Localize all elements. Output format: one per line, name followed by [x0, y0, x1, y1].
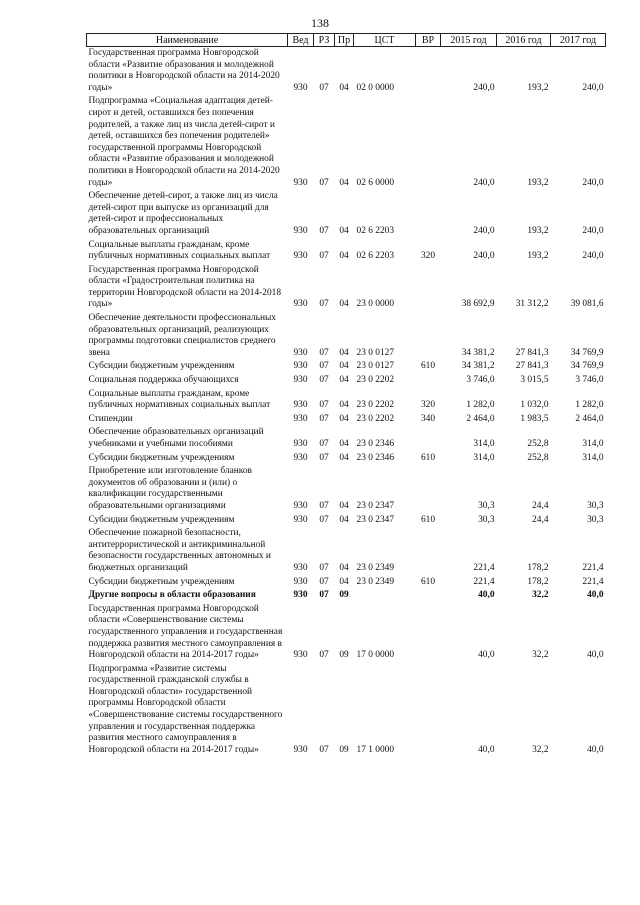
cell-cst: 23 0 2347: [356, 514, 394, 525]
cell-cst: 23 0 2346: [356, 452, 394, 463]
cell-2017: 30,3: [587, 500, 604, 511]
cell-2016: 27 841,3: [515, 361, 549, 372]
cell-cst: 02 6 0000: [356, 177, 394, 188]
cell-ved: 930: [293, 400, 308, 411]
cell-2017: 3 746,0: [575, 375, 604, 386]
cell-rz: 07: [319, 452, 329, 463]
table-row: [87, 388, 606, 413]
cell-name: Социальные выплаты гражданам, кроме публичных нормативных социальных выплат: [88, 239, 271, 262]
cell-vr: [416, 527, 441, 575]
cell-rz: 07: [319, 361, 329, 372]
cell-2016: 27 841,3: [515, 347, 549, 358]
cell-ved: 930: [293, 500, 308, 511]
cell-cst: 23 0 2349: [356, 576, 394, 587]
table-row: [87, 190, 606, 238]
cell-name: Подпрограмма «Социальная адаптация детей-сирот и детей, оставшихся без попечения родителей, а также лиц из числа детей-сирот и детей, оставшихся без попечения родителей» государственной программы Новгородской области «Развитие образования и молодежной политики в Новгородской области на 2014-2020 годы»: [88, 96, 280, 188]
cell-cst: 17 0 0000: [356, 650, 394, 661]
cell-pr: 04: [339, 576, 349, 587]
cell-pr: 09: [339, 590, 349, 601]
cell-name: Государственная программа Новгородской области «Градостроительная политика на территории Новгородской области на 2014-2018 годы»: [88, 264, 282, 310]
cell-name: Обеспечение пожарной безопасности, антитеррористической и антикриминальной безопасности государственных автономных и бюджетных организаций: [88, 528, 271, 573]
cell-vr: 320: [420, 251, 436, 262]
table-row: [87, 312, 606, 360]
cell-2017: 1 282,0: [575, 400, 604, 411]
cell-ved: 930: [293, 650, 308, 661]
header-cst: ЦСТ: [354, 34, 416, 47]
cell-2015: 1 282,0: [466, 400, 495, 411]
header-rz: РЗ: [314, 34, 335, 47]
cell-2016: 24,4: [532, 514, 549, 525]
table-row: [87, 374, 606, 388]
cell-2015: 34 381,2: [461, 361, 495, 372]
table-row: [87, 589, 606, 603]
header-pr: Пр: [335, 34, 354, 47]
cell-vr: 610: [420, 452, 436, 463]
cell-cst: 23 0 0000: [356, 299, 394, 310]
cell-cst: 23 0 2202: [356, 413, 394, 424]
cell-2015: 40,0: [478, 590, 495, 601]
cell-vr: 610: [420, 361, 436, 372]
cell-vr: [416, 95, 441, 190]
cell-2016: 1 032,0: [520, 400, 549, 411]
cell-ved: 930: [293, 225, 308, 236]
cell-2017: 40,0: [587, 590, 604, 601]
cell-rz: 07: [319, 225, 329, 236]
cell-rz: 07: [319, 299, 329, 310]
cell-2016: 32,2: [532, 744, 549, 755]
cell-pr: 04: [339, 299, 349, 310]
cell-name: Субсидии бюджетным учреждениям: [88, 514, 235, 525]
budget-table: [86, 33, 606, 757]
cell-pr: 04: [339, 347, 349, 358]
cell-vr: 610: [420, 514, 436, 525]
table-row: [87, 663, 606, 758]
cell-2015: 221,4: [473, 576, 495, 587]
cell-2017: 240,0: [582, 82, 604, 93]
table-row: [87, 360, 606, 374]
cell-ved: 930: [293, 299, 308, 310]
table-row: [87, 426, 606, 451]
cell-2015: 38 692,9: [461, 299, 495, 310]
cell-2015: 3 746,0: [466, 375, 495, 386]
cell-2016: 3 015,5: [520, 375, 549, 386]
cell-2016: 193,2: [527, 177, 549, 188]
cell-cst: 23 0 2202: [356, 400, 394, 411]
cell-cst: 23 0 2349: [356, 562, 394, 573]
cell-2016: 193,2: [527, 251, 549, 262]
table-row: [87, 95, 606, 190]
cell-rz: 07: [319, 590, 329, 601]
header-2015: 2015 год: [441, 34, 497, 47]
cell-cst: [354, 589, 416, 603]
cell-cst: 17 1 0000: [356, 744, 394, 755]
cell-rz: 07: [319, 514, 329, 525]
table-row: [87, 239, 606, 264]
cell-2017: 314,0: [582, 439, 604, 449]
cell-ved: 930: [293, 361, 308, 372]
cell-2016: 32,2: [532, 650, 549, 661]
cell-vr: [416, 589, 441, 603]
cell-ved: 930: [293, 514, 308, 525]
cell-pr: 04: [339, 82, 349, 93]
cell-cst: 23 0 0127: [356, 347, 394, 358]
cell-2015: 40,0: [478, 650, 495, 661]
cell-pr: 04: [339, 400, 349, 411]
page-number: 138: [311, 16, 329, 30]
cell-cst: 02 6 2203: [356, 251, 394, 262]
cell-2015: 2 464,0: [466, 413, 495, 424]
cell-rz: 07: [319, 500, 329, 511]
cell-cst: 23 0 2202: [356, 375, 394, 386]
cell-vr: [416, 312, 441, 360]
cell-name: Стипендии: [88, 413, 133, 424]
cell-2016: 178,2: [527, 576, 549, 587]
cell-ved: 930: [293, 452, 308, 463]
table-body: [87, 47, 606, 758]
cell-vr: [416, 663, 441, 758]
cell-ved: 930: [293, 576, 308, 587]
cell-rz: 07: [319, 347, 329, 358]
cell-name: Государственная программа Новгородской области «Совершенствование системы государственного управления и государственная поддержка развития местного самоуправления в Новгородской области на 2014-2017 годы»: [88, 603, 283, 661]
cell-pr: 04: [339, 177, 349, 188]
table-header-row: [87, 34, 606, 47]
cell-vr: 320: [420, 400, 436, 411]
cell-rz: 07: [319, 375, 329, 386]
cell-2015: 40,0: [478, 744, 495, 755]
cell-rz: 07: [319, 413, 329, 424]
cell-rz: 07: [319, 744, 329, 755]
cell-2017: 34 769,9: [570, 347, 604, 358]
cell-pr: 04: [339, 439, 349, 449]
cell-rz: 07: [319, 562, 329, 573]
cell-2015: 34 381,2: [461, 347, 495, 358]
cell-ved: 930: [293, 251, 308, 262]
table-row: [87, 576, 606, 590]
cell-ved: 930: [293, 413, 308, 424]
cell-rz: 07: [319, 439, 329, 449]
cell-name: Государственная программа Новгородской области «Развитие образования и молодежной политики в Новгородской области на 2014-2020 годы»: [88, 48, 280, 93]
cell-pr: 09: [339, 650, 349, 661]
cell-cst: 23 0 2347: [356, 500, 394, 511]
cell-ved: 930: [293, 177, 308, 188]
cell-pr: 04: [339, 361, 349, 372]
cell-2017: 40,0: [587, 650, 604, 661]
cell-pr: 04: [339, 562, 349, 573]
cell-name: Субсидии бюджетным учреждениям: [88, 361, 235, 372]
cell-name: Подпрограмма «Развитие системы государственной гражданской службы в Новгородской области» государственной программы Новгородской области «Совершенствование системы государственного управления и государственная поддержка развития местного самоуправления в Новгородской области на 2014-2017 годы»: [88, 663, 283, 755]
cell-2015: 30,3: [478, 514, 495, 525]
cell-ved: 930: [293, 375, 308, 386]
cell-2017: 40,0: [587, 744, 604, 755]
cell-name: Приобретение или изготовление бланков документов об образовании и (или) о квалификации государственными образовательными организациями: [88, 466, 252, 511]
cell-cst: 23 0 2346: [356, 439, 394, 449]
cell-pr: 04: [339, 251, 349, 262]
cell-name: Другие вопросы в области образования: [88, 590, 256, 601]
table-row: [87, 452, 606, 466]
cell-2017: 314,0: [582, 452, 604, 463]
cell-rz: 07: [319, 82, 329, 93]
cell-ved: 930: [293, 347, 308, 358]
cell-rz: 07: [319, 576, 329, 587]
cell-pr: 04: [339, 375, 349, 386]
cell-pr: 04: [339, 452, 349, 463]
cell-cst: 23 0 0127: [356, 361, 394, 372]
cell-name: Социальная поддержка обучающихся: [88, 375, 239, 386]
cell-2015: 314,0: [473, 439, 495, 449]
cell-pr: 09: [339, 744, 349, 755]
cell-vr: [416, 426, 441, 451]
cell-vr: [416, 603, 441, 663]
cell-2015: 221,4: [473, 562, 495, 573]
cell-rz: 07: [319, 251, 329, 262]
cell-2017: 30,3: [587, 514, 604, 525]
cell-2015: 30,3: [478, 500, 495, 511]
cell-2017: 240,0: [582, 251, 604, 262]
cell-ved: 930: [293, 562, 308, 573]
cell-2017: 221,4: [582, 562, 604, 573]
cell-pr: 04: [339, 500, 349, 511]
cell-vr: [416, 264, 441, 312]
table-row: [87, 514, 606, 528]
cell-name: Обеспечение детей-сирот, а также лиц из числа детей-сирот при выпуске из организаций для детей-сирот и профессиональных образовательных организаций: [88, 191, 278, 236]
table-row: [87, 413, 606, 427]
cell-2017: 2 464,0: [575, 413, 604, 424]
cell-ved: 930: [293, 590, 308, 601]
cell-2016: 32,2: [532, 590, 549, 601]
header-name: Наименование: [87, 34, 288, 47]
cell-2017: 240,0: [582, 177, 604, 188]
cell-vr: 340: [420, 413, 436, 424]
cell-vr: 610: [420, 576, 436, 587]
cell-cst: 02 6 2203: [356, 225, 394, 236]
cell-rz: 07: [319, 177, 329, 188]
cell-2016: 1 983,5: [520, 413, 549, 424]
cell-2015: 314,0: [473, 452, 495, 463]
cell-2015: 240,0: [473, 177, 495, 188]
cell-pr: 04: [339, 413, 349, 424]
header-vr: ВР: [416, 34, 441, 47]
table-row: [87, 264, 606, 312]
cell-name: Субсидии бюджетным учреждениям: [88, 576, 235, 587]
cell-2017: 39 081,6: [570, 299, 604, 310]
cell-ved: 930: [293, 439, 308, 449]
header-2016: 2016 год: [497, 34, 551, 47]
cell-vr: [416, 374, 441, 388]
header-2017: 2017 год: [551, 34, 606, 47]
cell-name: Социальные выплаты гражданам, кроме публичных нормативных социальных выплат: [88, 388, 271, 411]
cell-pr: 04: [339, 225, 349, 236]
cell-2016: 31 312,2: [515, 299, 549, 310]
cell-2017: 221,4: [582, 576, 604, 587]
header-ved: Вед: [288, 34, 314, 47]
cell-name: Обеспечение образовательных организаций учебниками и учебными пособиями: [88, 427, 264, 449]
cell-ved: 930: [293, 744, 308, 755]
cell-2015: 240,0: [473, 82, 495, 93]
cell-2017: 240,0: [582, 225, 604, 236]
cell-2015: 240,0: [473, 225, 495, 236]
cell-vr: [416, 47, 441, 96]
cell-rz: 07: [319, 400, 329, 411]
table-row: [87, 527, 606, 575]
cell-2016: 252,8: [527, 452, 549, 463]
cell-name: Обеспечение деятельности профессиональных образовательных организаций, реализующих программы подготовки специалистов среднего звена: [88, 313, 276, 358]
table-row: [87, 465, 606, 513]
cell-2016: 178,2: [527, 562, 549, 573]
cell-2016: 193,2: [527, 82, 549, 93]
cell-2017: 34 769,9: [570, 361, 604, 372]
cell-2015: 240,0: [473, 251, 495, 262]
table-row: [87, 603, 606, 663]
cell-2016: 193,2: [527, 225, 549, 236]
cell-cst: 02 0 0000: [356, 82, 394, 93]
cell-2016: 24,4: [532, 500, 549, 511]
cell-vr: [416, 465, 441, 513]
cell-vr: [416, 190, 441, 238]
table-row: [87, 47, 606, 96]
cell-rz: 07: [319, 650, 329, 661]
cell-2016: 252,8: [527, 439, 549, 449]
cell-pr: 04: [339, 514, 349, 525]
cell-ved: 930: [293, 82, 308, 93]
cell-name: Субсидии бюджетным учреждениям: [88, 452, 235, 463]
